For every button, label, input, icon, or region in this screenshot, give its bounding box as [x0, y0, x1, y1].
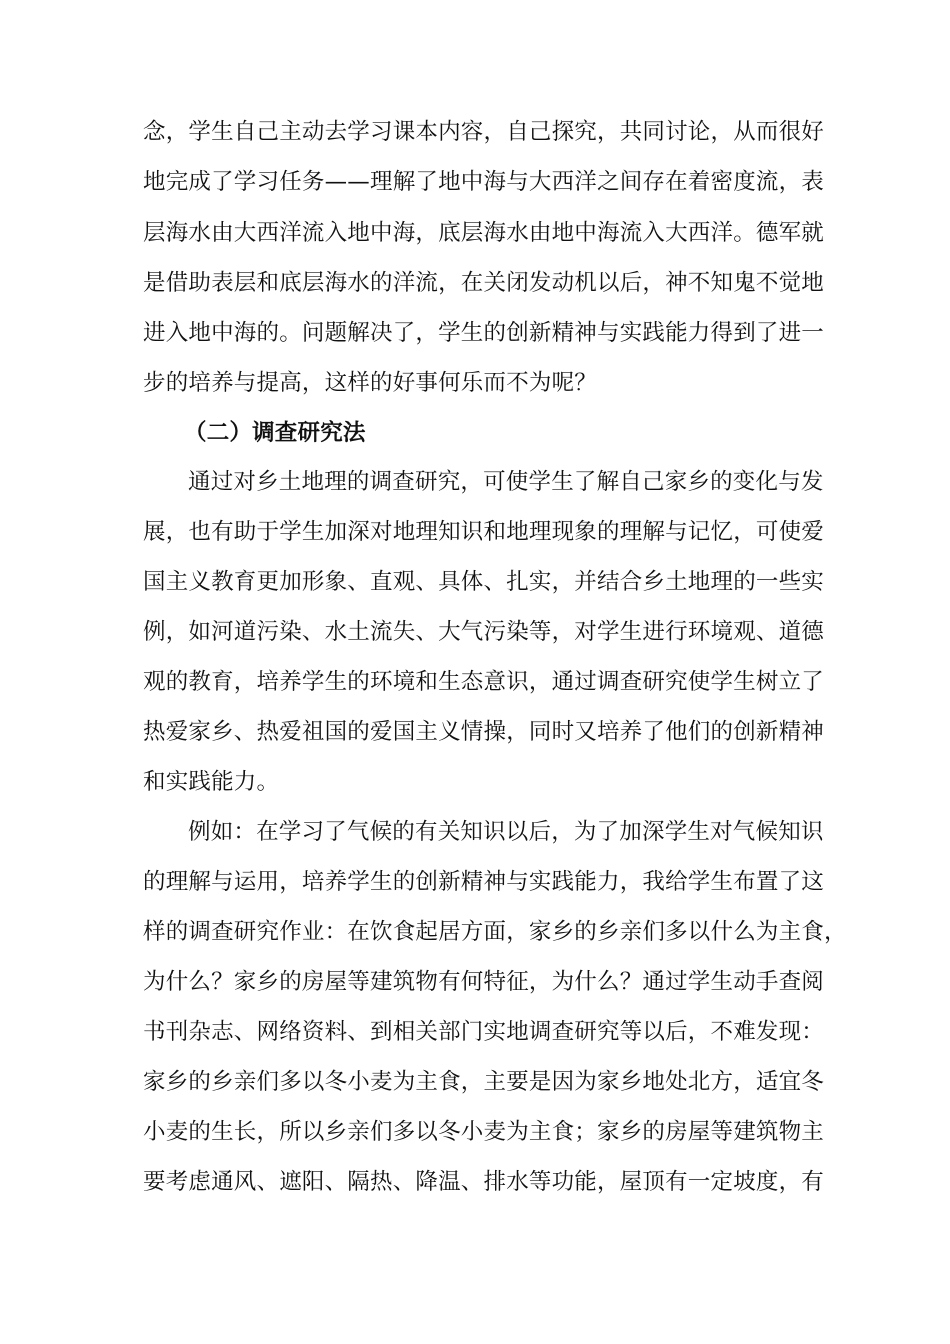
text-line: 样的调查研究作业：在饮食起居方面，家乡的乡亲们多以什么为主食，	[143, 919, 847, 945]
text-line: 的理解与运用，培养学生的创新精神与实践能力，我给学生布置了这	[143, 869, 825, 895]
text-line: 国主义教育更加形象、直观、具体、扎实，并结合乡土地理的一些实	[143, 569, 825, 595]
text-line: 观的教育，培养学生的环境和生态意识，通过调查研究使学生树立了	[143, 669, 825, 695]
text-line: 层海水由大西洋流入地中海，底层海水由地中海流入大西洋。德军就	[143, 220, 825, 246]
text-line: 和实践能力。	[143, 769, 280, 795]
text-line: 念，学生自己主动去学习课本内容，自己探究，共同讨论，从而很好	[143, 119, 825, 145]
text-line: 要考虑通风、遮阳、隔热、降温、排水等功能，屋顶有一定坡度，有	[143, 1169, 825, 1195]
text-line: 展，也有助于学生加深对地理知识和地理现象的理解与记忆，可使爱	[143, 519, 825, 545]
text-line: 是借助表层和底层海水的洋流，在关闭发动机以后，神不知鬼不觉地	[143, 270, 825, 296]
text-line: 例如：在学习了气候的有关知识以后，为了加深学生对气候知识	[188, 819, 824, 845]
text-line: 地完成了学习任务——理解了地中海与大西洋之间存在着密度流，表	[143, 169, 825, 195]
text-line: 例，如河道污染、水土流失、大气污染等，对学生进行环境观、道德	[143, 619, 825, 645]
text-line: 家乡的乡亲们多以冬小麦为主食，主要是因为家乡地处北方，适宜冬	[143, 1069, 825, 1095]
section-heading: （二）调查研究法	[184, 420, 366, 446]
text-line: 热爱家乡、热爱祖国的爱国主义情操，同时又培养了他们的创新精神	[143, 719, 825, 745]
text-line: 进入地中海的。问题解决了，学生的创新精神与实践能力得到了进一	[143, 320, 825, 346]
text-line: 通过对乡土地理的调查研究，可使学生了解自己家乡的变化与发	[188, 469, 824, 495]
text-line: 步的培养与提高，这样的好事何乐而不为呢？	[143, 370, 598, 396]
text-line: 为什么？家乡的房屋等建筑物有何特征，为什么？通过学生动手查阅	[143, 969, 825, 995]
text-line: 书刊杂志、网络资料、到相关部门实地调查研究等以后，不难发现：	[143, 1019, 825, 1045]
text-line: 小麦的生长，所以乡亲们多以冬小麦为主食；家乡的房屋等建筑物主	[143, 1119, 825, 1145]
